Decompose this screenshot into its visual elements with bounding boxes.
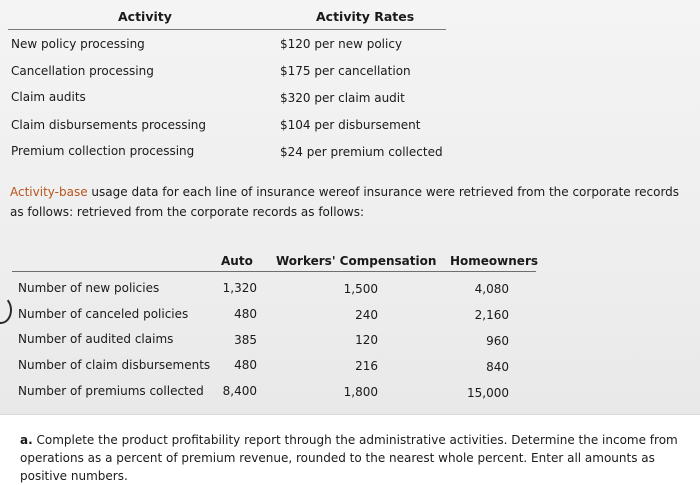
workers-compensation-value: 216: [355, 359, 378, 373]
activity-name: Cancellation processing: [11, 64, 154, 78]
activity-name: Claim audits: [11, 90, 86, 104]
activity-column-header: Activity: [118, 9, 172, 24]
homeowners-value: 960: [486, 334, 509, 348]
activity-rate: $120 per new policy: [280, 37, 403, 51]
activity-rate: $320 per claim audit: [280, 91, 405, 105]
auto-column-header: Auto: [221, 254, 253, 268]
auto-value: 385: [234, 333, 257, 347]
homeowners-column-header: Homeowners: [450, 254, 539, 268]
activity-name: Claim disbursements processing: [11, 118, 207, 132]
homeowners-value: 4,080: [474, 282, 509, 296]
usage-row-label: Number of premiums collected: [18, 384, 204, 398]
homeowners-value: 2,160: [474, 308, 509, 322]
activity-rate: $24 per premium collected: [280, 145, 443, 159]
auto-value: 480: [234, 358, 257, 372]
activity-rate: $104 per disbursement: [280, 118, 421, 132]
usage-row-label: Number of new policies: [18, 281, 160, 295]
homeowners-value: 15,000: [467, 386, 509, 400]
usage-data-paragraph: [10, 182, 685, 222]
workers-compensation-value: 120: [355, 333, 378, 347]
usage-table-header-rule: [12, 271, 536, 272]
workers-compensation-value: 1,800: [343, 385, 378, 399]
auto-value: 8,400: [222, 384, 257, 398]
usage-row-label: Number of canceled policies: [18, 307, 189, 321]
activity-base-term: Activity-base: [10, 185, 88, 199]
activity-table-header-rule: [8, 29, 446, 30]
auto-value: 1,320: [222, 281, 257, 295]
workers-compensation-value: 1,500: [343, 282, 378, 296]
workers-compensation-column-header: Workers' Compensation: [276, 254, 437, 268]
activity-name: Premium collection processing: [11, 144, 195, 158]
question-panel: [0, 414, 700, 485]
workers-compensation-value: 240: [355, 308, 378, 322]
pen-mark-arc: [0, 296, 12, 324]
question-letter: a.: [20, 433, 33, 447]
usage-row-label: Number of audited claims: [18, 332, 174, 346]
paragraph-text: usage data for each line of insurance wereof insurance were retrieved from the corporate records as follows: retrieved from the corporate records as follows:: [10, 185, 680, 219]
question-body: Complete the product profitability report through the administrative activities. Determine the income from operations as a percent of premium revenue, rounded to the nearest whole percent. Enter all amounts as positive numbers.: [20, 433, 678, 483]
activity-rates-column-header: Activity Rates: [316, 9, 415, 24]
usage-row-label: Number of claim disbursements: [18, 358, 211, 372]
activity-name: New policy processing: [11, 37, 145, 51]
activity-rate: $175 per cancellation: [280, 64, 411, 78]
auto-value: 480: [234, 307, 257, 321]
question-text: [20, 431, 680, 485]
homeowners-value: 840: [486, 360, 509, 374]
